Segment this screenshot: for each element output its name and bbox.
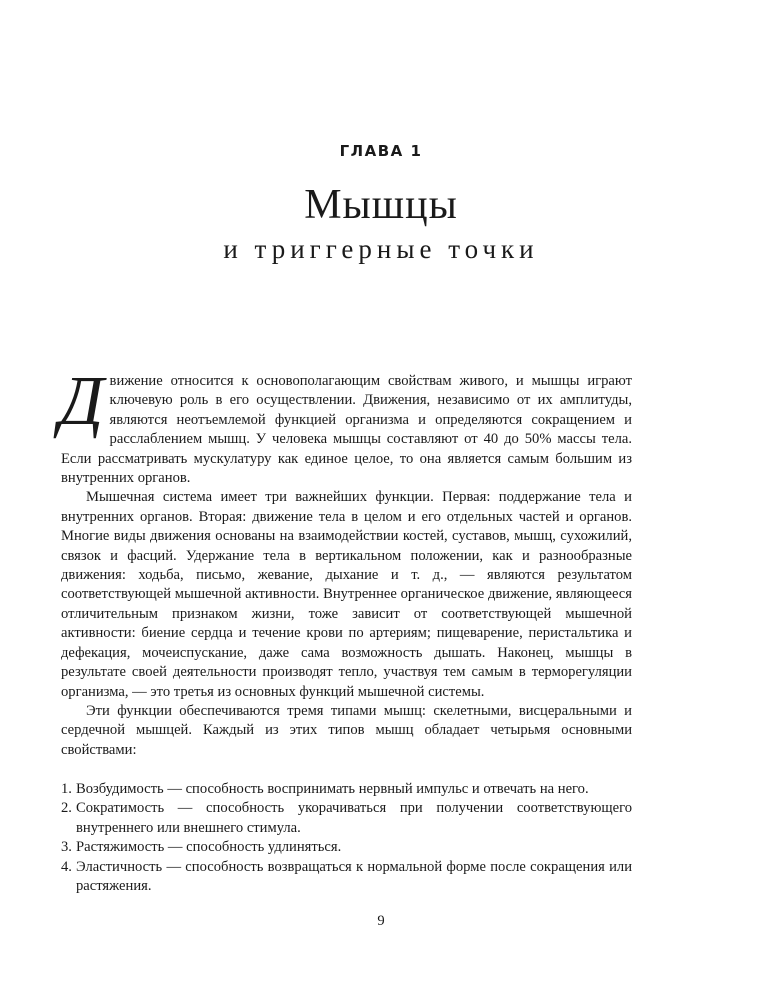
chapter-title: Мышцы bbox=[304, 182, 458, 228]
list-item-number: 4. bbox=[61, 858, 72, 875]
properties-list bbox=[61, 780, 632, 896]
paragraph-2: Мышечная система имеет три важнейших функции. Первая: поддержание тела и внутренних органов. Вторая: движение тела в целом и его отдельных частей и органов. Многие виды движения основаны на взаимодействии костей, суставов, мышц, сухожилий, связок и фасций. Удержание тела в вертикальном положении, как и разнообразные движения: ходьба, письмо, жевание, дыхание и т. д., — являются результатом соответствующей мышечной активности. Внутреннее органическое движение, являющееся отличительным признаком жизни, тоже зависит от соответствующей мышечной активности: биение сердца и течение крови по артериям; пищеварение, перистальтика и дефекация, мочеиспускание, даже сама возможность дышать. Наконец, мышцы в результате своей деятельности производят тепло, участвуя тем самым в терморегуляции организма, — это третья из основных функций мышечной системы. bbox=[61, 489, 632, 700]
list-item-text: Возбудимость — способность воспринимать нервный импульс и отвечать на него. bbox=[76, 781, 589, 797]
list-item-number: 3. bbox=[61, 839, 72, 856]
drop-cap: Д bbox=[59, 363, 104, 440]
list-item bbox=[61, 799, 632, 838]
list-item-text: Сократимость — способность укорачиваться при получении соответствующего внутреннего или внешнего стимула. bbox=[76, 800, 632, 836]
paragraph-1-text: вижение относится к основополагающим свойствам живого, и мышцы играют ключевую роль в его осуществлении. Движения, независимо от их амплитуды, являются неотъемлемой функцией организма и определяются сокращением и расслаблением мышц. У человека мышцы составляют от 40 до 50% массы тела. Если рассматривать мускулатуру как единое целое, то она является самым большим из внутренних органов. bbox=[61, 373, 632, 487]
paragraph-1 bbox=[59, 363, 632, 488]
list-item bbox=[61, 780, 632, 799]
list-item-text: Эластичность — способность возвращаться к нормальной форме после сокращения или растяжения. bbox=[76, 858, 632, 895]
paragraph-3: Эти функции обеспечиваются тремя типами мышц: скелетными, висцеральными и сердечной мышцей. Каждый из этих типов мышц обладает четырьмя основными свойствами: bbox=[61, 702, 632, 758]
list-item-number: 1. bbox=[61, 781, 72, 797]
page-number: 9 bbox=[377, 913, 385, 929]
list-item bbox=[61, 838, 632, 857]
list-item bbox=[61, 858, 632, 897]
list-item-text: Растяжимость — способность удлиняться. bbox=[76, 839, 342, 856]
list-item-number: 2. bbox=[61, 800, 72, 817]
body-text bbox=[59, 363, 632, 760]
chapter-label: ГЛАВА 1 bbox=[339, 142, 423, 160]
chapter-subtitle: и триггерные точки bbox=[223, 234, 539, 264]
